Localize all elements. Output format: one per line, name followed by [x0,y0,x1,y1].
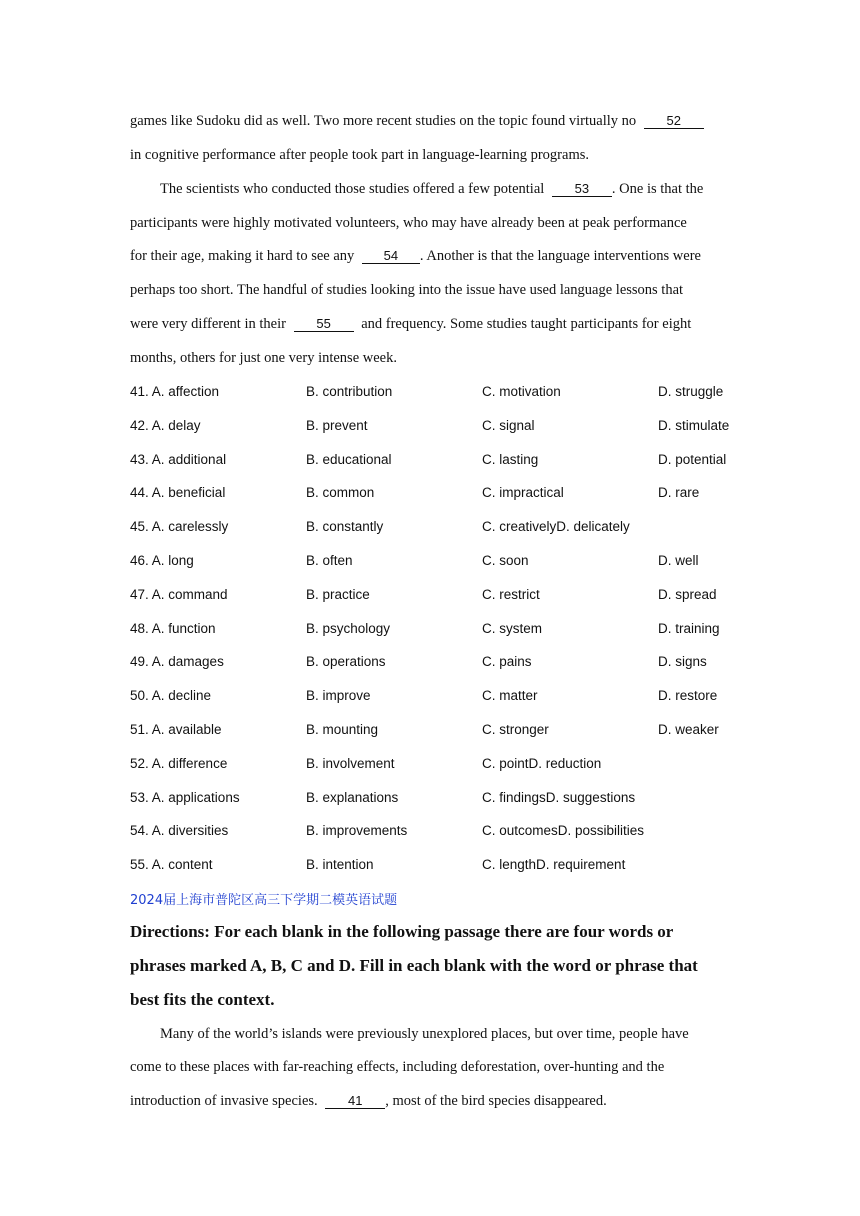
passage-line [130,248,701,265]
answer-blank: 53 [552,182,612,197]
option-row [130,418,750,438]
option-d: D. restore [658,688,718,703]
option-b: B. educational [306,452,392,467]
option-row [130,790,750,810]
passage-line [130,316,691,333]
option-b: B. practice [306,587,370,602]
option-d: D. struggle [658,384,724,399]
answer-blank: 55 [294,317,354,332]
option-a: 52. A. difference [130,756,228,771]
passage-text: games like Sudoku did as well. Two more recent studies on the topic found virtually no [130,113,637,129]
option-a: 54. A. diversities [130,823,229,838]
option-d: D. well [658,553,699,568]
option-d: D. spread [658,587,717,602]
option-c: C. system [482,621,543,636]
option-b: B. explanations [306,790,399,805]
passage-line: months, others for just one very intense week. [130,350,397,366]
option-b: B. psychology [306,621,391,636]
option-b: B. intention [306,857,374,872]
option-a: 55. A. content [130,857,213,872]
option-row [130,722,750,742]
option-d: D. signs [658,654,707,669]
option-c: C. lengthD. requirement [482,857,626,872]
option-c: C. stronger [482,722,549,737]
option-b: B. constantly [306,519,384,534]
option-row [130,654,750,674]
passage-line: perhaps too short. The handful of studies looking into the issue have used language lessons that [130,282,684,298]
passage-text: introduction of invasive species. [130,1093,318,1109]
passage-text: . Another is that the language interventions were [419,248,701,264]
option-c: C. lasting [482,452,539,467]
option-row [130,756,750,776]
passage-text: , most of the bird species disappeared. [385,1093,607,1109]
option-a: 45. A. carelessly [130,519,229,534]
option-b: B. prevent [306,418,368,433]
option-d: D. rare [658,485,700,500]
option-c: C. pains [482,654,532,669]
option-a: 47. A. command [130,587,228,602]
passage-line [130,1093,607,1110]
option-c: C. soon [482,553,529,568]
option-a: 46. A. long [130,553,194,568]
option-row [130,519,750,539]
passage-line: Many of the world’s islands were previously unexplored places, but over time, people have [160,1026,689,1042]
option-c: C. signal [482,418,535,433]
passage-text: . One is that the [611,181,704,197]
passage-line: participants were highly motivated volunteers, who may have already been at peak performance [130,215,687,231]
passage-text: were very different in their [130,316,286,332]
answer-blank: 41 [325,1094,385,1109]
option-a: 42. A. delay [130,418,201,433]
option-row [130,621,750,641]
option-b: B. common [306,485,375,500]
option-row [130,857,750,877]
option-row [130,688,750,708]
option-d: D. potential [658,452,727,467]
option-c: C. findingsD. suggestions [482,790,636,805]
option-c: C. matter [482,688,538,703]
option-row [130,485,750,505]
option-c: C. creativelyD. delicately [482,519,630,534]
option-c: C. impractical [482,485,564,500]
option-a: 53. A. applications [130,790,240,805]
directions-line: Directions: For each blank in the following passage there are four words or [130,922,674,941]
option-c: C. pointD. reduction [482,756,602,771]
option-b: B. operations [306,654,386,669]
option-a: 48. A. function [130,621,216,636]
passage-line [160,181,703,198]
option-c: C. outcomesD. possibilities [482,823,645,838]
passage-line: in cognitive performance after people took part in language-learning programs. [130,147,589,163]
option-a: 43. A. additional [130,452,227,467]
option-a: 50. A. decline [130,688,212,703]
option-b: B. mounting [306,722,379,737]
option-b: B. improvements [306,823,408,838]
option-b: B. often [306,553,353,568]
option-b: B. improve [306,688,371,703]
option-a: 41. A. affection [130,384,220,399]
passage-text: and frequency. Some studies taught participants for eight [361,316,692,332]
option-c: C. restrict [482,587,540,602]
option-row [130,587,750,607]
option-row [130,823,750,843]
directions-line: phrases marked A, B, C and D. Fill in each blank with the word or phrase that [130,956,698,975]
option-a: 44. A. beneficial [130,485,226,500]
passage-line: come to these places with far-reaching effects, including deforestation, over-hunting and the [130,1059,665,1075]
option-b: B. contribution [306,384,393,399]
option-a: 51. A. available [130,722,222,737]
answer-blank: 52 [644,114,704,129]
answer-blank: 54 [362,249,420,264]
option-d: D. weaker [658,722,719,737]
option-row [130,553,750,573]
passage-text: for their age, making it hard to see any [130,248,355,264]
passage-text: The scientists who conducted those studies offered a few potential [160,181,545,197]
option-row [130,452,750,472]
section-title: 2024届上海市普陀区高三下学期二模英语试题 [130,893,398,908]
option-b: B. involvement [306,756,395,771]
option-d: D. stimulate [658,418,730,433]
directions-line: best fits the context. [130,990,275,1009]
option-a: 49. A. damages [130,654,224,669]
passage-line [130,113,704,130]
option-c: C. motivation [482,384,561,399]
option-d: D. training [658,621,720,636]
option-row [130,384,750,404]
